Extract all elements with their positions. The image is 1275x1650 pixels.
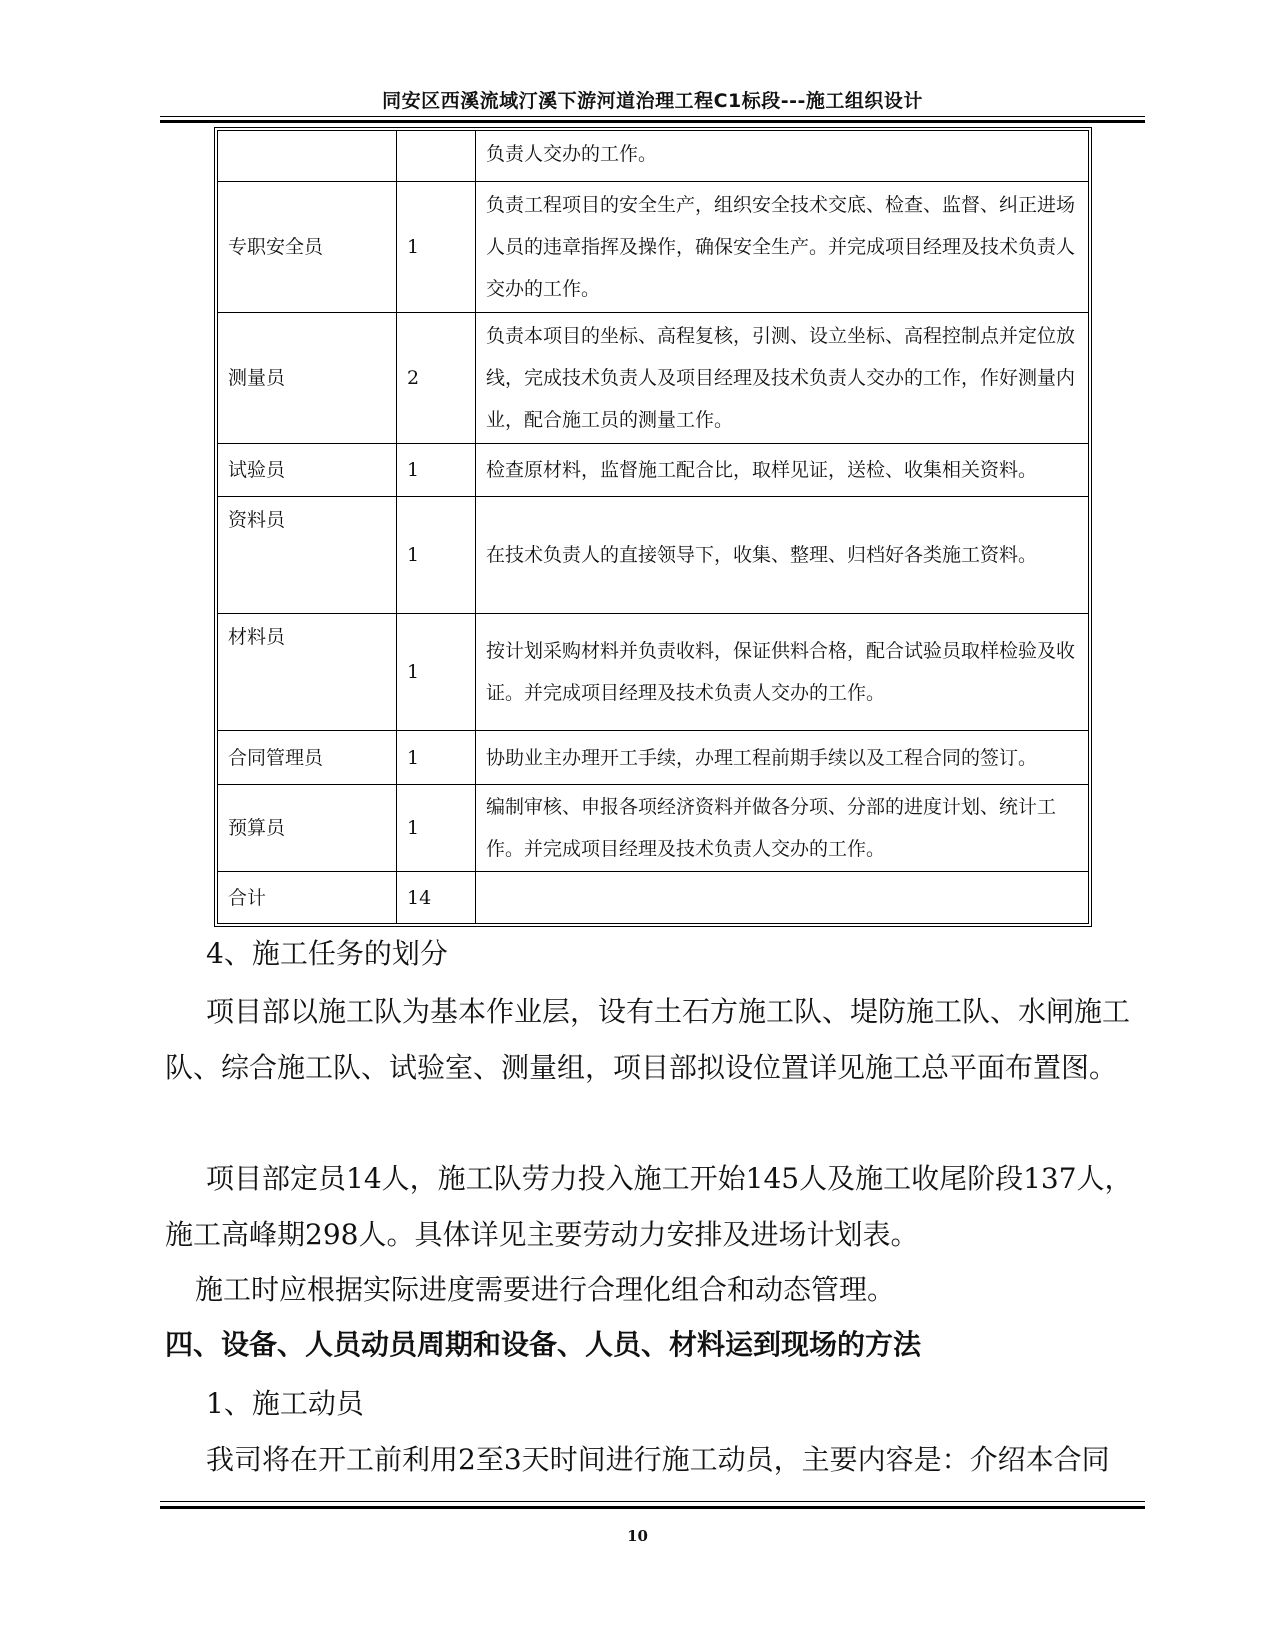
count-cell: 2 [397, 313, 476, 444]
count-cell: 1 [397, 444, 476, 497]
duty-cell: 负责工程项目的安全生产，组织安全技术交底、检查、监督、纠正进场人员的违章指挥及操作，确保安全生产。并完成项目经理及技术负责人交办的工作。 [476, 182, 1089, 313]
paragraph-team-setup: 项目部以施工队为基本作业层，设有土石方施工队、堤防施工队、水闸施工队、综合施工队、试验室、测量组，项目部拟设位置详见施工总平面布置图。 [165, 995, 1131, 1084]
duty-cell: 编制审核、申报各项经济资料并做各分项、分部的进度计划、统计工作。并完成项目经理及技术负责人交办的工作。 [476, 784, 1089, 872]
count-cell: 1 [397, 182, 476, 313]
count-cell [397, 131, 476, 182]
duty-cell [476, 872, 1089, 924]
table-row [218, 313, 1089, 444]
role-cell: 合计 [218, 872, 397, 924]
count-cell: 1 [397, 731, 476, 785]
role-cell [218, 131, 397, 182]
role-cell: 材料员 [218, 613, 397, 730]
staff-table [214, 127, 1092, 927]
count-cell: 1 [397, 496, 476, 613]
role-cell: 合同管理员 [218, 731, 397, 785]
table-row [218, 182, 1089, 313]
header-rule-thick [160, 120, 1145, 123]
subsection-1-title: 1、施工动员 [206, 1387, 364, 1420]
role-cell: 试验员 [218, 444, 397, 497]
duty-cell: 负责人交办的工作。 [476, 131, 1089, 182]
count-cell: 1 [397, 613, 476, 730]
duty-cell: 在技术负责人的直接领导下，收集、整理、归档好各类施工资料。 [476, 496, 1089, 613]
footer-rule-thin [160, 1501, 1145, 1502]
table-row [218, 444, 1089, 497]
role-cell: 资料员 [218, 496, 397, 613]
page-header-title: 同安区西溪流域汀溪下游河道治理工程C1标段---施工组织设计 [382, 90, 923, 112]
duty-cell: 负责本项目的坐标、高程复核，引测、设立坐标、高程控制点并定位放线，完成技术负责人及项目经理及技术负责人交办的工作，作好测量内业，配合施工员的测量工作。 [476, 313, 1089, 444]
section-heading-four: 四、设备、人员动员周期和设备、人员、材料运到现场的方法 [165, 1328, 922, 1361]
paragraph-staffing: 项目部定员14人，施工队劳力投入施工开始145人及施工收尾阶段137人，施工高峰期298人。具体详见主要劳动力安排及进场计划表。 [165, 1162, 1133, 1251]
table-row [218, 496, 1089, 613]
paragraph-dynamic-management: 施工时应根据实际进度需要进行合理化组合和动态管理。 [195, 1273, 896, 1306]
section-4-title: 4、施工任务的划分 [206, 937, 448, 970]
role-cell: 预算员 [218, 784, 397, 872]
duty-cell: 协助业主办理开工手续，办理工程前期手续以及工程合同的签订。 [476, 731, 1089, 785]
page-number: 10 [627, 1527, 648, 1545]
role-cell: 专职安全员 [218, 182, 397, 313]
table-row [218, 784, 1089, 872]
count-cell: 1 [397, 784, 476, 872]
footer-rule-thick [160, 1506, 1145, 1509]
table-row [218, 872, 1089, 924]
table-row [218, 131, 1089, 182]
table-row [218, 613, 1089, 730]
paragraph-mobilization: 我司将在开工前利用2至3天时间进行施工动员，主要内容是：介绍本合同 [206, 1443, 1110, 1476]
duty-cell: 按计划采购材料并负责收料，保证供料合格，配合试验员取样检验及收证。并完成项目经理及技术负责人交办的工作。 [476, 613, 1089, 730]
count-cell: 14 [397, 872, 476, 924]
role-cell: 测量员 [218, 313, 397, 444]
duty-cell: 检查原材料，监督施工配合比，取样见证，送检、收集相关资料。 [476, 444, 1089, 497]
header-rule-thin [160, 116, 1145, 117]
table-row [218, 731, 1089, 785]
